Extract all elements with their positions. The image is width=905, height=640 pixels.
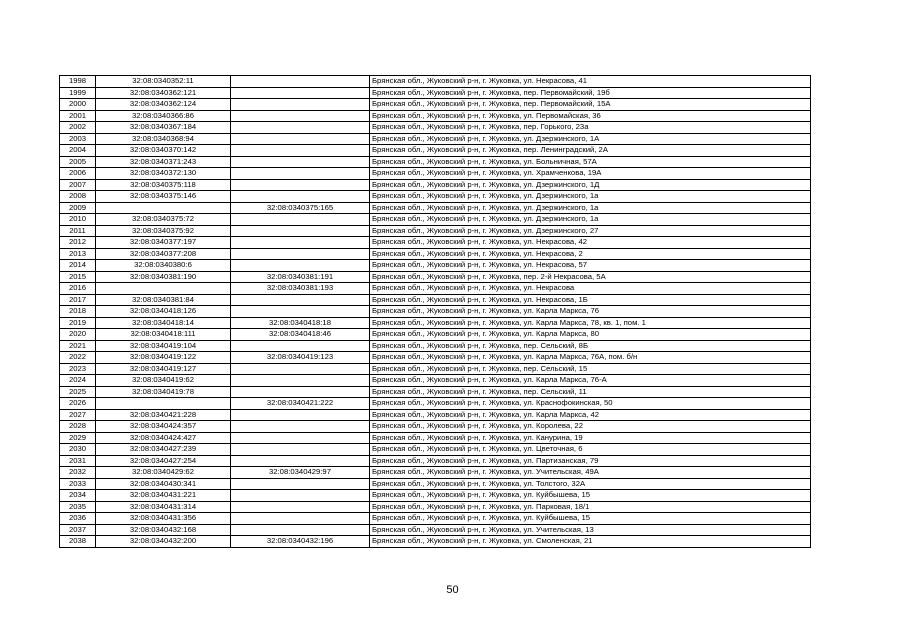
parent-cadastral-number-cell (231, 99, 370, 111)
row-number-cell: 2008 (60, 191, 96, 203)
cadastral-number-cell: 32:08:0340432:200 (96, 536, 231, 548)
address-cell: Брянская обл., Жуковский р-н, г. Жуковка, ул. Партизанская, 79 (370, 455, 811, 467)
address-cell: Брянская обл., Жуковский р-н, г. Жуковка, ул. Королева, 22 (370, 421, 811, 433)
row-number-cell: 2024 (60, 375, 96, 387)
cadastral-number-cell: 32:08:0340418:126 (96, 306, 231, 318)
table-row (60, 317, 811, 329)
row-number-cell: 2029 (60, 432, 96, 444)
cadastral-number-cell (96, 398, 231, 410)
row-number-cell: 2034 (60, 490, 96, 502)
address-cell: Брянская обл., Жуковский р-н, г. Жуковка, ул. Некрасова, 1Б (370, 294, 811, 306)
row-number-cell: 2003 (60, 133, 96, 145)
table-row (60, 329, 811, 341)
row-number-cell: 2000 (60, 99, 96, 111)
address-cell: Брянская обл., Жуковский р-н, г. Жуковка, ул. Канурина, 19 (370, 432, 811, 444)
table-row (60, 340, 811, 352)
table-row (60, 122, 811, 134)
address-cell: Брянская обл., Жуковский р-н, г. Жуковка, ул. Некрасова, 2 (370, 248, 811, 260)
address-cell: Брянская обл., Жуковский р-н, г. Жуковка, ул. Краснофокинская, 50 (370, 398, 811, 410)
parent-cadastral-number-cell (231, 76, 370, 88)
parent-cadastral-number-cell: 32:08:0340421:222 (231, 398, 370, 410)
row-number-cell: 1999 (60, 87, 96, 99)
row-number-cell: 2014 (60, 260, 96, 272)
row-number-cell: 2037 (60, 524, 96, 536)
row-number-cell: 2006 (60, 168, 96, 180)
row-number-cell: 2017 (60, 294, 96, 306)
parent-cadastral-number-cell (231, 225, 370, 237)
address-cell: Брянская обл., Жуковский р-н, г. Жуковка, ул. Карла Маркса, 76-А (370, 375, 811, 387)
address-cell: Брянская обл., Жуковский р-н, г. Жуковка, пер. Горького, 23а (370, 122, 811, 134)
parent-cadastral-number-cell (231, 179, 370, 191)
address-cell: Брянская обл., Жуковский р-н, г. Жуковка, пер. Сельский, 11 (370, 386, 811, 398)
cadastral-number-cell (96, 283, 231, 295)
parent-cadastral-number-cell (231, 455, 370, 467)
table-row (60, 306, 811, 318)
parent-cadastral-number-cell (231, 87, 370, 99)
parent-cadastral-number-cell (231, 260, 370, 272)
table-row (60, 283, 811, 295)
address-cell: Брянская обл., Жуковский р-н, г. Жуковка, ул. Дзержинского, 1А (370, 133, 811, 145)
cadastral-number-cell: 32:08:0340375:146 (96, 191, 231, 203)
table-row (60, 99, 811, 111)
parent-cadastral-number-cell (231, 340, 370, 352)
row-number-cell: 2025 (60, 386, 96, 398)
parent-cadastral-number-cell: 32:08:0340381:193 (231, 283, 370, 295)
address-cell: Брянская обл., Жуковский р-н, г. Жуковка, пер. Ленинградский, 2А (370, 145, 811, 157)
row-number-cell: 2004 (60, 145, 96, 157)
parent-cadastral-number-cell: 32:08:0340418:46 (231, 329, 370, 341)
address-cell: Брянская обл., Жуковский р-н, г. Жуковка, ул. Учительская, 49А (370, 467, 811, 479)
table-row (60, 444, 811, 456)
row-number-cell: 2026 (60, 398, 96, 410)
row-number-cell: 2007 (60, 179, 96, 191)
table-row (60, 524, 811, 536)
parent-cadastral-number-cell (231, 156, 370, 168)
parent-cadastral-number-cell (231, 110, 370, 122)
cadastral-number-cell: 32:08:0340418:14 (96, 317, 231, 329)
cadastral-number-cell: 32:08:0340375:72 (96, 214, 231, 226)
row-number-cell: 2020 (60, 329, 96, 341)
address-cell: Брянская обл., Жуковский р-н, г. Жуковка, ул. Смоленская, 21 (370, 536, 811, 548)
cadastral-number-cell: 32:08:0340419:78 (96, 386, 231, 398)
address-cell: Брянская обл., Жуковский р-н, г. Жуковка, ул. Некрасова, 41 (370, 76, 811, 88)
cadastral-number-cell: 32:08:0340375:92 (96, 225, 231, 237)
table-row (60, 179, 811, 191)
registry-table-body (60, 76, 811, 548)
parent-cadastral-number-cell (231, 432, 370, 444)
address-cell: Брянская обл., Жуковский р-н, г. Жуковка, ул. Карла Маркса, 76 (370, 306, 811, 318)
row-number-cell: 2019 (60, 317, 96, 329)
table-row (60, 76, 811, 88)
cadastral-number-cell: 32:08:0340431:356 (96, 513, 231, 525)
row-number-cell: 2032 (60, 467, 96, 479)
table-row (60, 168, 811, 180)
table-row (60, 202, 811, 214)
cadastral-number-cell: 32:08:0340370:142 (96, 145, 231, 157)
row-number-cell: 2009 (60, 202, 96, 214)
cadastral-number-cell: 32:08:0340427:239 (96, 444, 231, 456)
page-number: 50 (446, 584, 459, 596)
address-cell: Брянская обл., Жуковский р-н, г. Жуковка, ул. Толстого, 32А (370, 478, 811, 490)
cadastral-number-cell: 32:08:0340419:62 (96, 375, 231, 387)
row-number-cell: 2021 (60, 340, 96, 352)
address-cell: Брянская обл., Жуковский р-н, г. Жуковка, пер. Первомайский, 19б (370, 87, 811, 99)
parent-cadastral-number-cell (231, 386, 370, 398)
cadastral-number-cell (96, 202, 231, 214)
row-number-cell: 2010 (60, 214, 96, 226)
address-cell: Брянская обл., Жуковский р-н, г. Жуковка, ул. Карла Маркса, 78, кв. 1, пом. 1 (370, 317, 811, 329)
parent-cadastral-number-cell (231, 409, 370, 421)
address-cell: Брянская обл., Жуковский р-н, г. Жуковка, ул. Дзержинского, 1а (370, 191, 811, 203)
address-cell: Брянская обл., Жуковский р-н, г. Жуковка, пер. Сельский, 15 (370, 363, 811, 375)
cadastral-number-cell: 32:08:0340362:121 (96, 87, 231, 99)
cadastral-number-cell: 32:08:0340430:341 (96, 478, 231, 490)
parent-cadastral-number-cell: 32:08:0340432:196 (231, 536, 370, 548)
cadastral-number-cell: 32:08:0340367:184 (96, 122, 231, 134)
table-row (60, 294, 811, 306)
table-row (60, 386, 811, 398)
table-row (60, 352, 811, 364)
parent-cadastral-number-cell (231, 294, 370, 306)
cadastral-number-cell: 32:08:0340375:118 (96, 179, 231, 191)
table-row (60, 225, 811, 237)
cadastral-number-cell: 32:08:0340368:94 (96, 133, 231, 145)
row-number-cell: 2023 (60, 363, 96, 375)
cadastral-number-cell: 32:08:0340431:221 (96, 490, 231, 502)
cadastral-number-cell: 32:08:0340377:208 (96, 248, 231, 260)
cadastral-number-cell: 32:08:0340419:122 (96, 352, 231, 364)
table-row (60, 490, 811, 502)
cadastral-number-cell: 32:08:0340371:243 (96, 156, 231, 168)
parent-cadastral-number-cell (231, 306, 370, 318)
table-row (60, 432, 811, 444)
table-row (60, 398, 811, 410)
table-row (60, 271, 811, 283)
parent-cadastral-number-cell: 32:08:0340429:97 (231, 467, 370, 479)
parent-cadastral-number-cell: 32:08:0340419:123 (231, 352, 370, 364)
address-cell: Брянская обл., Жуковский р-н, г. Жуковка, ул. Дзержинского, 1Д (370, 179, 811, 191)
address-cell: Брянская обл., Жуковский р-н, г. Жуковка, ул. Куйбышева, 15 (370, 513, 811, 525)
cadastral-number-cell: 32:08:0340362:124 (96, 99, 231, 111)
row-number-cell: 2033 (60, 478, 96, 490)
address-cell: Брянская обл., Жуковский р-н, г. Жуковка, ул. Храмченкова, 19А (370, 168, 811, 180)
table-row (60, 375, 811, 387)
table-row (60, 248, 811, 260)
parent-cadastral-number-cell (231, 168, 370, 180)
address-cell: Брянская обл., Жуковский р-н, г. Жуковка, ул. Цветочная, 6 (370, 444, 811, 456)
row-number-cell: 2027 (60, 409, 96, 421)
address-cell: Брянская обл., Жуковский р-н, г. Жуковка, пер. Сельский, 8Б (370, 340, 811, 352)
address-cell: Брянская обл., Жуковский р-н, г. Жуковка, пер. Первомайский, 15А (370, 99, 811, 111)
cadastral-number-cell: 32:08:0340381:190 (96, 271, 231, 283)
address-cell: Брянская обл., Жуковский р-н, г. Жуковка, пер. 2-й Некрасова, 5А (370, 271, 811, 283)
parent-cadastral-number-cell (231, 191, 370, 203)
row-number-cell: 2001 (60, 110, 96, 122)
parent-cadastral-number-cell: 32:08:0340375:165 (231, 202, 370, 214)
row-number-cell: 1998 (60, 76, 96, 88)
row-number-cell: 2016 (60, 283, 96, 295)
parent-cadastral-number-cell (231, 214, 370, 226)
parent-cadastral-number-cell (231, 490, 370, 502)
table-row (60, 260, 811, 272)
table-row (60, 501, 811, 513)
row-number-cell: 2018 (60, 306, 96, 318)
row-number-cell: 2028 (60, 421, 96, 433)
parent-cadastral-number-cell (231, 478, 370, 490)
row-number-cell: 2038 (60, 536, 96, 548)
table-row (60, 110, 811, 122)
parent-cadastral-number-cell (231, 145, 370, 157)
parent-cadastral-number-cell: 32:08:0340381:191 (231, 271, 370, 283)
cadastral-number-cell: 32:08:0340424:427 (96, 432, 231, 444)
table-row (60, 133, 811, 145)
parent-cadastral-number-cell (231, 375, 370, 387)
row-number-cell: 2013 (60, 248, 96, 260)
parent-cadastral-number-cell (231, 133, 370, 145)
address-cell: Брянская обл., Жуковский р-н, г. Жуковка, ул. Парковая, 18/1 (370, 501, 811, 513)
table-row (60, 145, 811, 157)
address-cell: Брянская обл., Жуковский р-н, г. Жуковка, ул. Первомайская, 36 (370, 110, 811, 122)
row-number-cell: 2002 (60, 122, 96, 134)
address-cell: Брянская обл., Жуковский р-н, г. Жуковка, ул. Куйбышева, 15 (370, 490, 811, 502)
cadastral-number-cell: 32:08:0340381:84 (96, 294, 231, 306)
parent-cadastral-number-cell (231, 524, 370, 536)
address-cell: Брянская обл., Жуковский р-н, г. Жуковка, ул. Дзержинского, 1а (370, 214, 811, 226)
cadastral-number-cell: 32:08:0340380:6 (96, 260, 231, 272)
table-row (60, 536, 811, 548)
table-row (60, 214, 811, 226)
cadastral-number-cell: 32:08:0340418:111 (96, 329, 231, 341)
table-row (60, 156, 811, 168)
cadastral-number-cell: 32:08:0340427:254 (96, 455, 231, 467)
row-number-cell: 2012 (60, 237, 96, 249)
cadastral-number-cell: 32:08:0340424:357 (96, 421, 231, 433)
table-row (60, 478, 811, 490)
table-row (60, 455, 811, 467)
cadastral-number-cell: 32:08:0340432:168 (96, 524, 231, 536)
row-number-cell: 2035 (60, 501, 96, 513)
parent-cadastral-number-cell (231, 248, 370, 260)
address-cell: Брянская обл., Жуковский р-н, г. Жуковка, ул. Некрасова, 42 (370, 237, 811, 249)
row-number-cell: 2022 (60, 352, 96, 364)
table-row (60, 409, 811, 421)
table-row (60, 363, 811, 375)
cadastral-number-cell: 32:08:0340366:86 (96, 110, 231, 122)
table-row (60, 421, 811, 433)
address-cell: Брянская обл., Жуковский р-н, г. Жуковка, ул. Больничная, 57А (370, 156, 811, 168)
row-number-cell: 2011 (60, 225, 96, 237)
address-cell: Брянская обл., Жуковский р-н, г. Жуковка, ул. Карла Маркса, 42 (370, 409, 811, 421)
address-cell: Брянская обл., Жуковский р-н, г. Жуковка, ул. Дзержинского, 27 (370, 225, 811, 237)
parent-cadastral-number-cell (231, 363, 370, 375)
row-number-cell: 2015 (60, 271, 96, 283)
table-row (60, 87, 811, 99)
parent-cadastral-number-cell: 32:08:0340418:18 (231, 317, 370, 329)
address-cell: Брянская обл., Жуковский р-н, г. Жуковка, ул. Некрасова, 57 (370, 260, 811, 272)
address-cell: Брянская обл., Жуковский р-н, г. Жуковка, ул. Карла Маркса, 80 (370, 329, 811, 341)
address-cell: Брянская обл., Жуковский р-н, г. Жуковка, ул. Карла Маркса, 76А, пом. б/н (370, 352, 811, 364)
cadastral-number-cell: 32:08:0340372:130 (96, 168, 231, 180)
address-cell: Брянская обл., Жуковский р-н, г. Жуковка, ул. Учительская, 13 (370, 524, 811, 536)
table-row (60, 237, 811, 249)
row-number-cell: 2030 (60, 444, 96, 456)
parent-cadastral-number-cell (231, 421, 370, 433)
cadastral-number-cell: 32:08:0340429:62 (96, 467, 231, 479)
parent-cadastral-number-cell (231, 237, 370, 249)
cadastral-number-cell: 32:08:0340431:314 (96, 501, 231, 513)
row-number-cell: 2036 (60, 513, 96, 525)
parent-cadastral-number-cell (231, 444, 370, 456)
cadastral-number-cell: 32:08:0340352:11 (96, 76, 231, 88)
property-registry-table (59, 75, 811, 548)
address-cell: Брянская обл., Жуковский р-н, г. Жуковка, ул. Некрасова (370, 283, 811, 295)
parent-cadastral-number-cell (231, 501, 370, 513)
address-cell: Брянская обл., Жуковский р-н, г. Жуковка, ул. Дзержинского, 1а (370, 202, 811, 214)
cadastral-number-cell: 32:08:0340419:104 (96, 340, 231, 352)
row-number-cell: 2005 (60, 156, 96, 168)
table-row (60, 513, 811, 525)
parent-cadastral-number-cell (231, 122, 370, 134)
table-row (60, 191, 811, 203)
cadastral-number-cell: 32:08:0340421:228 (96, 409, 231, 421)
row-number-cell: 2031 (60, 455, 96, 467)
cadastral-number-cell: 32:08:0340377:197 (96, 237, 231, 249)
table-row (60, 467, 811, 479)
parent-cadastral-number-cell (231, 513, 370, 525)
cadastral-number-cell: 32:08:0340419:127 (96, 363, 231, 375)
